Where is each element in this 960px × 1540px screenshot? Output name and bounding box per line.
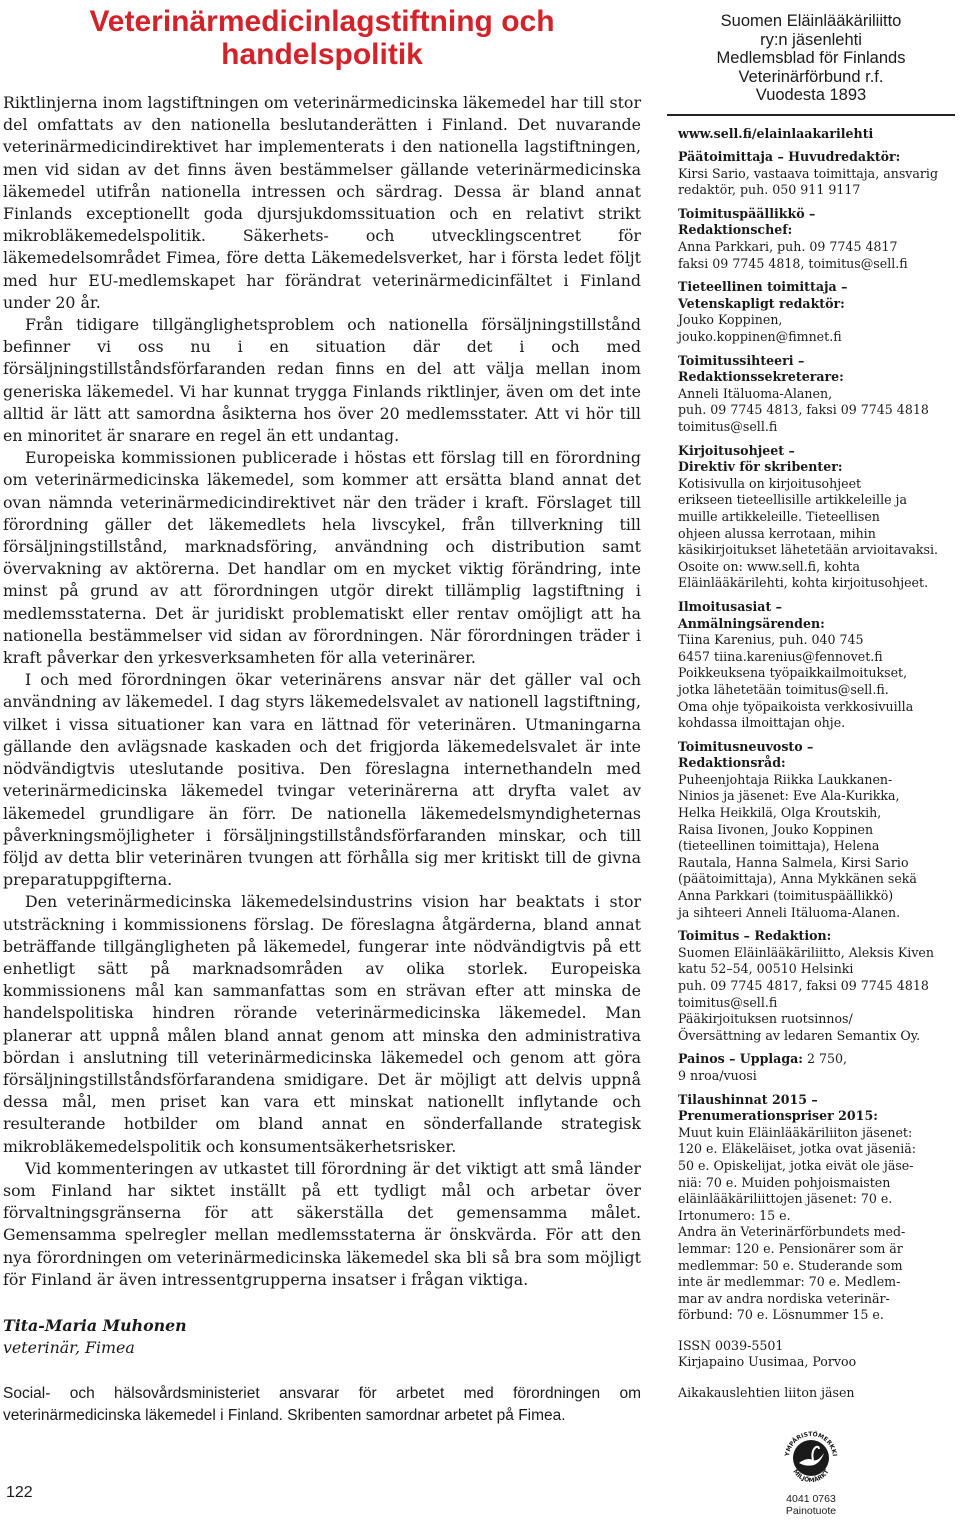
section-line: Raisa Iivonen, Jouko Koppinen bbox=[678, 821, 874, 837]
page-number: 122 bbox=[6, 1484, 33, 1501]
ecolabel-label: Painotuote bbox=[785, 1505, 837, 1517]
section-line: Poikkeuksena työpaikkailmoitukset, bbox=[678, 665, 908, 681]
section-line: Anneli Itäluoma-Alanen, bbox=[678, 385, 833, 401]
subscription-line: 120 e. Eläkeläiset, jotka ovat jäseniä: bbox=[678, 1141, 917, 1157]
article bbox=[3, 0, 641, 1428]
subscription-line: förbund: 70 e. Lösnummer 15 e. bbox=[678, 1307, 884, 1323]
union-membership: Aikakauslehtien liiton jäsen bbox=[678, 1385, 855, 1401]
section-heading: Toimitus – Redaktion: bbox=[678, 928, 832, 944]
masthead-line-5: Vuodesta 1893 bbox=[755, 86, 867, 104]
subscription-heading-1: Tilaushinnat 2015 – bbox=[678, 1091, 818, 1107]
section-line: Kotisivulla on kirjoitusohjeet bbox=[678, 475, 862, 491]
print-run bbox=[678, 1051, 955, 1068]
masthead-sections bbox=[678, 142, 955, 1044]
section-heading: Direktiv för skribenter: bbox=[678, 459, 843, 475]
masthead-line-2: ry:n jäsenlehti bbox=[760, 30, 862, 49]
article-body bbox=[3, 92, 641, 1291]
article-title-text: Veterinärmedicinlagstiftning och handelspolitik bbox=[89, 5, 555, 71]
section-line: Puheenjohtaja Riikka Laukkanen- bbox=[678, 771, 893, 787]
signature bbox=[3, 1315, 641, 1359]
printer: Kirjapaino Uusimaa, Porvoo bbox=[678, 1354, 857, 1370]
section-heading: Toimitussihteeri – bbox=[678, 352, 805, 368]
ecolabel-swan-icon bbox=[780, 1427, 842, 1489]
issn: ISSN 0039-5501 bbox=[678, 1337, 784, 1353]
print-run-label: Painos – Upplaga: bbox=[678, 1051, 803, 1067]
print-run-value: 2 750, bbox=[802, 1051, 848, 1067]
section-line: Pääkirjoituksen ruotsinnos/ bbox=[678, 1011, 853, 1027]
section-heading: Redaktionssekreterare: bbox=[678, 369, 844, 385]
author-role: veterinär, Fimea bbox=[3, 1337, 135, 1357]
section-line: ohjeen alussa kerrotaan, mihin bbox=[678, 525, 876, 541]
section-line: erikseen tieteellisille artikkeleille ja bbox=[678, 492, 907, 508]
section-line: Anna Parkkari, puh. 09 7745 4817 bbox=[678, 239, 898, 255]
section-line: puh. 09 7745 4813, faksi 09 7745 4818 bbox=[678, 402, 929, 418]
section-line: ja sihteeri Anneli Itäluoma-Alanen. bbox=[678, 904, 901, 920]
section-line: muille artikkeleille. Tieteellisen bbox=[678, 508, 880, 524]
masthead-body bbox=[667, 116, 955, 1402]
masthead-header bbox=[667, 0, 955, 116]
section-heading: Tieteellinen toimittaja – bbox=[678, 279, 848, 295]
section-heading: Ilmoitusasiat – bbox=[678, 598, 782, 614]
masthead bbox=[667, 0, 955, 1540]
paragraph-3: Europeiska kommissionen publicerade i höstas ett förslag till en förordning om veterinärmedicinska läkemedel, som kommer att ersätta bland annat det ovan nämnda veterinärmedicindirektivet när den träder i kraft. Förslaget till förordning gäller det läkemedlets hela livscykel, från tillverkning till försäljningstillstånd, marknadsföring, användning och distribution samt övervakning av aktörerna. Det handlar om en mycket viktig förändring, inte minst på grund av att förordningen utgör direkt tillämplig lagstiftning i medlemsstaterna. Det är juridiskt problematiskt eller rentav omöjligt att ha nationella bestämmelser vid sidan av förordningen. När förordningen träder i kraft påverkar den yrkesverksamheten för alla veterinärer. bbox=[3, 448, 641, 668]
section-heading: Redaktionschef: bbox=[678, 222, 793, 238]
subscription-line: medlemmar: 50 e. Studerande som bbox=[678, 1257, 903, 1273]
subscription-line: mar av andra nordiska veterinär- bbox=[678, 1290, 890, 1306]
section-heading: Anmälningsärenden: bbox=[678, 615, 825, 631]
section-line: Eläinlääkärilehti, kohta kirjoitusohjeet. bbox=[678, 575, 929, 591]
section-line: Anna Parkkari (toimituspäällikkö) bbox=[678, 888, 894, 904]
subscription-line: Andra än Veterinärförbundets med- bbox=[678, 1224, 906, 1240]
section-heading: Toimituspäällikkö – bbox=[678, 205, 816, 221]
section-line: katu 52–54, 00510 Helsinki bbox=[678, 961, 854, 977]
subscription-lines bbox=[678, 1125, 955, 1324]
section-heading: Redaktionsråd: bbox=[678, 755, 786, 771]
subscription-line: Irtonumero: 15 e. bbox=[678, 1207, 791, 1223]
paragraph-2: Från tidigare tillgänglighetsproblem och nationella försäljningstillstånd befinner vi oss nu i en situation där det i och med försäljningstillståndsförfaranden redan finns en del att välja mellan inom generiska läkemedel. Vi har kunnat trygga Finlands riktlinjer, även om det inte alltid är lätt att samordna åsikterna hos över 20 medlemsstater. Att vi hör till en minoritet är snarare en regel än ett undantag. bbox=[3, 315, 641, 446]
section-line: jotka lähetetään toimitus@sell.fi. bbox=[678, 681, 889, 697]
masthead-line-3: Medlemsblad för Finlands bbox=[716, 49, 906, 67]
section-heading: Vetenskapligt redaktör: bbox=[678, 295, 845, 311]
author-name: Tita-Maria Muhonen bbox=[3, 1315, 187, 1335]
section-line: Ninios ja jäsenet: Eve Ala-Kurikka, bbox=[678, 788, 900, 804]
website-link[interactable]: www.sell.fi/elainlaakarilehti bbox=[678, 125, 874, 141]
section-line: toimitus@sell.fi bbox=[678, 994, 778, 1010]
section-line: kohdassa ilmoittajan ohje. bbox=[678, 715, 846, 731]
subscription-line: lemmar: 120 e. Pensionärer som är bbox=[678, 1240, 903, 1256]
section-line: Helka Heikkilä, Olga Kroutskih, bbox=[678, 805, 882, 821]
subscription-line: niä: 70 e. Muiden pohjoismaisten bbox=[678, 1174, 891, 1190]
print-run-frequency: 9 nroa/vuosi bbox=[678, 1067, 757, 1083]
ecolabel-code: 4041 0763 bbox=[786, 1493, 836, 1505]
section-line: Kirsi Sario, vastaava toimittaja, ansvarig bbox=[678, 165, 939, 181]
section-line: 6457 tiina.karenius@fennovet.fi bbox=[678, 648, 883, 664]
masthead-line-4: Veterinärförbund r.f. bbox=[738, 67, 884, 86]
masthead-line-1: Suomen Eläinlääkäriliitto bbox=[720, 12, 902, 30]
article-title bbox=[3, 5, 641, 71]
paragraph-4: I och med förordningen ökar veterinärens ansvar när det gäller val och användning av läkemedel. I dag styrs läkemedelsvalet av nationell lagstiftning, vilket i vissa situationer kan vara en lättnad för veterinären. Utmaningarna gällande den avlägsnade kaskaden och det frigjorda läkemedelsvalet är inte nödvändigtvis uteslutande positiva. Den föreslagna internethandeln med veterinärmedicinska läkemedel tvingar veterinärerna att dryfta valet av läkemedel grundligare än förr. De nationella läkemedelsmyndigheternas påverkningsmöjligheter i försäljningstillståndsförfaranden minskar, och till följd av detta blir veterinären tvungen att förhålla sig mer kritiskt till de givna preparatuppgifterna. bbox=[3, 670, 641, 890]
section-line: käsikirjoitukset lähetetään arvioitavaksi. bbox=[678, 542, 939, 558]
section-line: (tieteellinen toimittaja), Helena bbox=[678, 838, 880, 854]
section-line: jouko.koppinen@fimnet.fi bbox=[678, 329, 842, 345]
section-line: Tiina Karenius, puh. 040 745 bbox=[678, 632, 864, 648]
paragraph-6: Vid kommenteringen av utkastet till förordning är det viktigt att små länder som Finland har siktet inställt på ett tydligt mål och arbetar över förvaltningsgränserna för att säkerställa det gemensamma målet. Gemensamma spelregler mellan medlemsstaterna är önskvärda. För att den nya förordningen om veterinärmedicinska läkemedel ska bli så bra som möjligt för Finland är även intressentgrupperna insatser i frågan viktiga. bbox=[3, 1158, 641, 1289]
paragraph-1: Riktlinjerna inom lagstiftningen om veterinärmedicinska läkemedel har till stor del omfattats av den nationella beslutanderätten i Finland. Det nuvarande veterinärmedicindirektivet har implementerats i den nationella lagstiftningen, men vid sidan av det finns även bestämmelser gällande veterinärmedicinska läkemedel utifrån nationella intressen och särdrag. Dessa är bland annat Finlands exceptionellt goda djursjukdomssituation och en relativt strikt mikrobläkemedelspolitik. Säkerhets- och utvecklingscentret för läkemedelsområdet Fimea, före detta Läkemedelsverket, har i första ledet följt med hur EU-medlemskapet har förändrat veterinärmedicinfältet i Finland under 20 år. bbox=[3, 93, 641, 312]
subscription-line: eläinlääkäriliittojen jäsenet: 70 e. bbox=[678, 1191, 893, 1207]
ecolabel-arc-bottom: MILJÖMÄRKT bbox=[791, 1468, 831, 1485]
subscription-heading-2: Prenumerationspriser 2015: bbox=[678, 1108, 878, 1124]
subscription-line: 50 e. Opiskelijat, jotka eivät ole jäse- bbox=[678, 1157, 914, 1173]
subscription-line: Muut kuin Eläinlääkäriliiton jäsenet: bbox=[678, 1124, 913, 1140]
section-line: Jouko Koppinen, bbox=[678, 312, 783, 328]
section-heading: Päätoimittaja – Huvudredaktör: bbox=[678, 149, 901, 165]
ecolabel-logo bbox=[780, 1427, 842, 1517]
paragraph-5: Den veterinärmedicinska läkemedelsindustrins vision har beaktats i stor utsträckning i kommissionens förslag. De föreslagna åtgärderna, bland annat beträffande tillgängligheten på läkemedel, fungerar inte nödvändigtvis på ett enhetligt sätt på marknadsområden av olika storlek. Europeiska kommissionens mål kan sammanfattas som en strävan efter att minska de handelspolitiska hindren rörande veterinärmedicinska läkemedel. Man planerar att uppnå målen bland annat genom att minska den administrativa bördan i anslutning till veterinärmedicinska läkemedel och genom att göra försäljningstillståndsförfarandena smidigare. Det är möjligt att delvis uppnå dessa mål, men priset kan vara ett minskat nationellt inflytande och resulterande hotbilder om bland annat en sönderfallande strategisk mikrobläkemedelspolitik och konsumentsäkerhetsrisker. bbox=[3, 892, 641, 1156]
section-line: Rautala, Hanna Salmela, Kirsi Sario bbox=[678, 854, 909, 870]
section-line: Suomen Eläinlääkäriliitto, Aleksis Kiven bbox=[678, 944, 935, 960]
section-heading: Toimitusneuvosto – bbox=[678, 738, 814, 754]
subscription-line: inte är medlemmar: 70 e. Medlem- bbox=[678, 1274, 901, 1290]
section-line: (päätoimittaja), Anna Mykkänen sekä bbox=[678, 871, 917, 887]
footnote: Social- och hälsovårdsministeriet ansvarar för arbetet med förordningen om veterinärmedicinska läkemedel i Finland. Skribenten samordnar arbetet på Fimea. bbox=[3, 1384, 641, 1425]
section-line: Översättning av ledaren Semantix Oy. bbox=[678, 1027, 921, 1043]
section-line: puh. 09 7745 4817, faksi 09 7745 4818 bbox=[678, 978, 929, 993]
ecolabel-arc-top: YMPÄRISTÖMERKKI bbox=[784, 1430, 838, 1457]
section-line: toimitus@sell.fi bbox=[678, 419, 778, 434]
section-heading: Kirjoitusohjeet – bbox=[678, 442, 795, 458]
section-line: faksi 09 7745 4818, toimitus@sell.fi bbox=[678, 255, 908, 271]
section-line: redaktör, puh. 050 911 9117 bbox=[678, 182, 861, 198]
section-line: Osoite on: www.sell.fi, kohta bbox=[678, 558, 860, 574]
section-line: Oma ohje työpaikoista verkkosivuilla bbox=[678, 698, 914, 714]
